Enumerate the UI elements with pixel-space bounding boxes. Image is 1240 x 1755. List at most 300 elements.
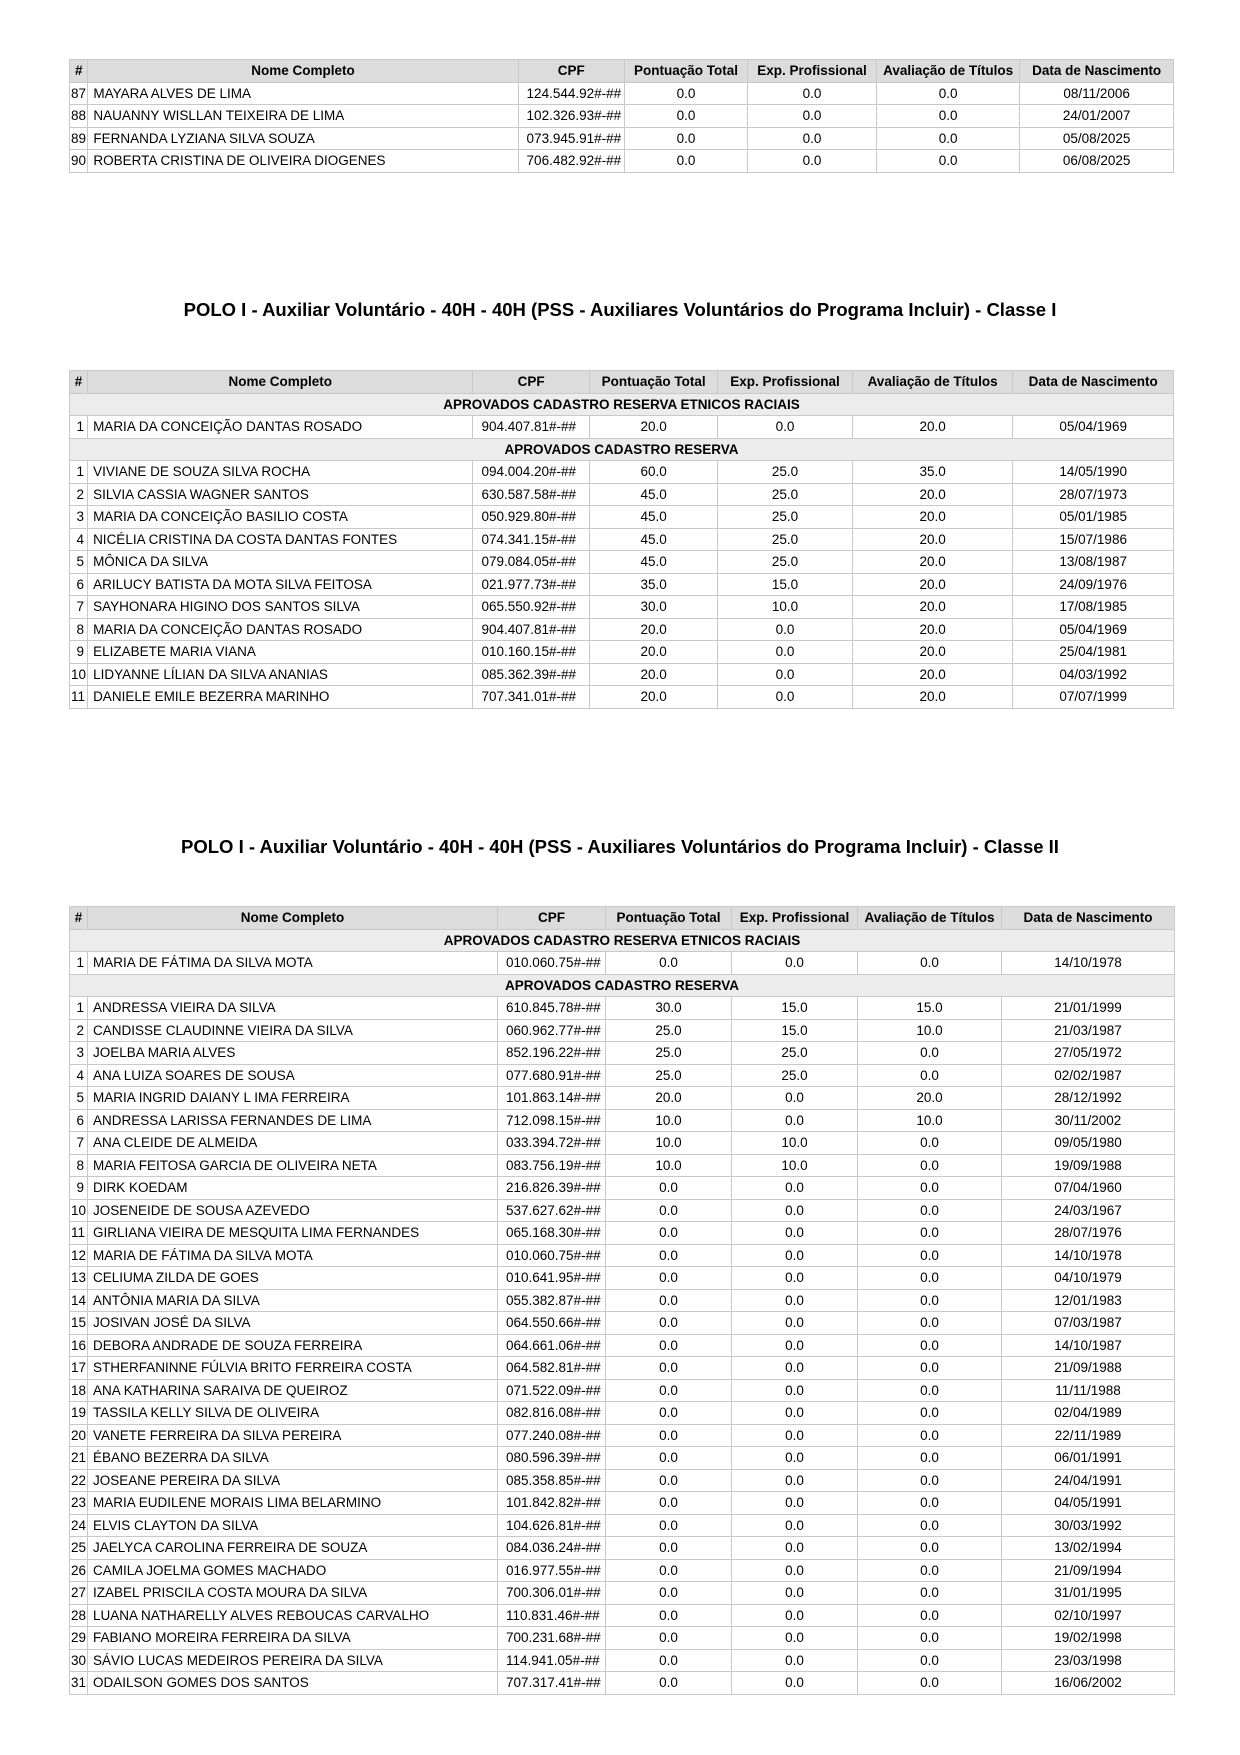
name-cell: ODAILSON GOMES DOS SANTOS <box>88 1672 498 1695</box>
titles-cell: 0.0 <box>858 1154 1002 1177</box>
header-birthdate: Data de Nascimento <box>1002 907 1175 930</box>
experience-cell: 0.0 <box>718 663 852 686</box>
name-cell: MAYARA ALVES DE LIMA <box>88 82 518 105</box>
header-rank: # <box>70 60 88 83</box>
birthdate-cell: 14/05/1990 <box>1013 461 1174 484</box>
titles-cell: 0.0 <box>858 1447 1002 1470</box>
name-cell: ELIZABETE MARIA VIANA <box>88 641 473 664</box>
birthdate-cell: 28/07/1976 <box>1002 1222 1175 1245</box>
name-cell: VANETE FERREIRA DA SILVA PEREIRA <box>88 1424 498 1447</box>
rank-cell: 21 <box>70 1447 88 1470</box>
name-cell: TASSILA KELLY SILVA DE OLIVEIRA <box>88 1402 498 1425</box>
header-cpf: CPF <box>498 907 606 930</box>
table-row <box>70 1222 1175 1245</box>
birthdate-cell: 25/04/1981 <box>1013 641 1174 664</box>
table-row <box>70 1559 1175 1582</box>
table-row <box>70 1357 1175 1380</box>
table-row <box>70 461 1174 484</box>
titles-cell: 0.0 <box>858 1132 1002 1155</box>
rank-cell: 28 <box>70 1604 88 1627</box>
rank-cell: 29 <box>70 1627 88 1650</box>
total-score-cell: 25.0 <box>606 1042 732 1065</box>
total-score-cell: 0.0 <box>606 1604 732 1627</box>
titles-cell: 0.0 <box>858 1559 1002 1582</box>
total-score-cell: 0.0 <box>606 1357 732 1380</box>
total-score-cell: 0.0 <box>606 1244 732 1267</box>
rank-cell: 8 <box>70 1154 88 1177</box>
table-row <box>70 1289 1175 1312</box>
name-cell: ÉBANO BEZERRA DA SILVA <box>88 1447 498 1470</box>
total-score-cell: 0.0 <box>606 1402 732 1425</box>
experience-cell: 0.0 <box>732 1514 858 1537</box>
name-cell: GIRLIANA VIEIRA DE MESQUITA LIMA FERNANDES <box>88 1222 498 1245</box>
total-score-cell: 0.0 <box>606 1537 732 1560</box>
titles-cell: 20.0 <box>852 641 1013 664</box>
table-row <box>70 1424 1175 1447</box>
birthdate-cell: 02/10/1997 <box>1002 1604 1175 1627</box>
table-row <box>70 596 1174 619</box>
experience-cell: 0.0 <box>732 1199 858 1222</box>
cpf-cell: 079.084.05#-## <box>473 551 589 574</box>
titles-cell: 20.0 <box>852 596 1013 619</box>
name-cell: MARIA DE FÁTIMA DA SILVA MOTA <box>88 1244 498 1267</box>
name-cell: VIVIANE DE SOUZA SILVA ROCHA <box>88 461 473 484</box>
total-score-cell: 0.0 <box>606 1514 732 1537</box>
total-score-cell: 0.0 <box>625 150 748 173</box>
birthdate-cell: 14/10/1978 <box>1002 952 1175 975</box>
group-header-row <box>70 393 1174 416</box>
experience-cell: 0.0 <box>732 1537 858 1560</box>
experience-cell: 0.0 <box>732 952 858 975</box>
name-cell: SAYHONARA HIGINO DOS SANTOS SILVA <box>88 596 473 619</box>
total-score-cell: 30.0 <box>606 997 732 1020</box>
experience-cell: 0.0 <box>732 1604 858 1627</box>
birthdate-cell: 13/08/1987 <box>1013 551 1174 574</box>
rank-cell: 5 <box>70 551 88 574</box>
table-row <box>70 1244 1175 1267</box>
birthdate-cell: 24/03/1967 <box>1002 1199 1175 1222</box>
cpf-cell: 101.842.82#-## <box>498 1492 606 1515</box>
table-row <box>70 1199 1175 1222</box>
name-cell: ANTÔNIA MARIA DA SILVA <box>88 1289 498 1312</box>
titles-cell: 0.0 <box>858 1379 1002 1402</box>
total-score-cell: 0.0 <box>625 82 748 105</box>
group-header-row <box>70 974 1175 997</box>
experience-cell: 15.0 <box>732 1019 858 1042</box>
table-row <box>70 1109 1175 1132</box>
experience-cell: 0.0 <box>732 1109 858 1132</box>
header-total-score: Pontuação Total <box>625 60 748 83</box>
birthdate-cell: 14/10/1987 <box>1002 1334 1175 1357</box>
total-score-cell: 10.0 <box>606 1109 732 1132</box>
experience-cell: 25.0 <box>718 461 852 484</box>
rank-cell: 17 <box>70 1357 88 1380</box>
cpf-cell: 083.756.19#-## <box>498 1154 606 1177</box>
name-cell: JOELBA MARIA ALVES <box>88 1042 498 1065</box>
name-cell: MARIA DE FÁTIMA DA SILVA MOTA <box>88 952 498 975</box>
cpf-cell: 050.929.80#-## <box>473 506 589 529</box>
group-label: APROVADOS CADASTRO RESERVA ETNICOS RACIAIS <box>70 393 1174 416</box>
total-score-cell: 0.0 <box>606 1559 732 1582</box>
titles-cell: 0.0 <box>858 1402 1002 1425</box>
titles-cell: 0.0 <box>876 105 1019 128</box>
total-score-cell: 0.0 <box>606 1424 732 1447</box>
table-row <box>70 1312 1175 1335</box>
experience-cell: 0.0 <box>732 1492 858 1515</box>
experience-cell: 0.0 <box>732 1222 858 1245</box>
total-score-cell: 60.0 <box>589 461 717 484</box>
experience-cell: 0.0 <box>732 1447 858 1470</box>
experience-cell: 0.0 <box>732 1672 858 1695</box>
group-label: APROVADOS CADASTRO RESERVA <box>70 438 1174 461</box>
titles-cell: 0.0 <box>858 1064 1002 1087</box>
cpf-cell: 064.661.06#-## <box>498 1334 606 1357</box>
cpf-cell: 216.826.39#-## <box>498 1177 606 1200</box>
name-cell: ROBERTA CRISTINA DE OLIVEIRA DIOGENES <box>88 150 518 173</box>
table-row <box>70 551 1174 574</box>
header-name: Nome Completo <box>88 60 518 83</box>
experience-cell: 0.0 <box>732 1402 858 1425</box>
name-cell: ANDRESSA LARISSA FERNANDES DE LIMA <box>88 1109 498 1132</box>
total-score-cell: 0.0 <box>606 1469 732 1492</box>
birthdate-cell: 30/03/1992 <box>1002 1514 1175 1537</box>
cpf-cell: 010.641.95#-## <box>498 1267 606 1290</box>
birthdate-cell: 24/01/2007 <box>1020 105 1174 128</box>
header-total-score: Pontuação Total <box>606 907 732 930</box>
cpf-cell: 707.317.41#-## <box>498 1672 606 1695</box>
experience-cell: 15.0 <box>732 997 858 1020</box>
group-label: APROVADOS CADASTRO RESERVA ETNICOS RACIAIS <box>70 929 1175 952</box>
titles-cell: 0.0 <box>858 1514 1002 1537</box>
results-table-classe-ii <box>69 906 1175 1695</box>
experience-cell: 0.0 <box>732 1649 858 1672</box>
table-row <box>70 150 1174 173</box>
titles-cell: 20.0 <box>852 506 1013 529</box>
rank-cell: 9 <box>70 641 88 664</box>
rank-cell: 2 <box>70 483 88 506</box>
table-row <box>70 618 1174 641</box>
total-score-cell: 45.0 <box>589 506 717 529</box>
experience-cell: 10.0 <box>718 596 852 619</box>
name-cell: DEBORA ANDRADE DE SOUZA FERREIRA <box>88 1334 498 1357</box>
name-cell: ANDRESSA VIEIRA DA SILVA <box>88 997 498 1020</box>
table-row <box>70 416 1174 439</box>
table-row <box>70 1582 1175 1605</box>
titles-cell: 0.0 <box>858 1267 1002 1290</box>
total-score-cell: 45.0 <box>589 483 717 506</box>
cpf-cell: 700.231.68#-## <box>498 1627 606 1650</box>
cpf-cell: 904.407.81#-## <box>473 416 589 439</box>
birthdate-cell: 16/06/2002 <box>1002 1672 1175 1695</box>
cpf-cell: 060.962.77#-## <box>498 1019 606 1042</box>
name-cell: ELVIS CLAYTON DA SILVA <box>88 1514 498 1537</box>
cpf-cell: 537.627.62#-## <box>498 1199 606 1222</box>
titles-cell: 35.0 <box>852 461 1013 484</box>
titles-cell: 20.0 <box>852 416 1013 439</box>
experience-cell: 0.0 <box>732 1087 858 1110</box>
rank-cell: 3 <box>70 506 88 529</box>
titles-cell: 0.0 <box>876 150 1019 173</box>
birthdate-cell: 21/01/1999 <box>1002 997 1175 1020</box>
birthdate-cell: 28/07/1973 <box>1013 483 1174 506</box>
cpf-cell: 065.168.30#-## <box>498 1222 606 1245</box>
birthdate-cell: 04/05/1991 <box>1002 1492 1175 1515</box>
cpf-cell: 610.845.78#-## <box>498 997 606 1020</box>
cpf-cell: 104.626.81#-## <box>498 1514 606 1537</box>
total-score-cell: 0.0 <box>606 1627 732 1650</box>
experience-cell: 0.0 <box>732 1177 858 1200</box>
total-score-cell: 20.0 <box>606 1087 732 1110</box>
birthdate-cell: 05/01/1985 <box>1013 506 1174 529</box>
birthdate-cell: 04/03/1992 <box>1013 663 1174 686</box>
experience-cell: 25.0 <box>732 1064 858 1087</box>
titles-cell: 20.0 <box>858 1087 1002 1110</box>
birthdate-cell: 28/12/1992 <box>1002 1087 1175 1110</box>
rank-cell: 11 <box>70 686 88 709</box>
rank-cell: 23 <box>70 1492 88 1515</box>
total-score-cell: 0.0 <box>606 1582 732 1605</box>
name-cell: SÁVIO LUCAS MEDEIROS PEREIRA DA SILVA <box>88 1649 498 1672</box>
total-score-cell: 20.0 <box>589 618 717 641</box>
cpf-cell: 010.060.75#-## <box>498 1244 606 1267</box>
table-row <box>70 1379 1175 1402</box>
total-score-cell: 45.0 <box>589 528 717 551</box>
rank-cell: 24 <box>70 1514 88 1537</box>
titles-cell: 0.0 <box>858 1649 1002 1672</box>
table-row <box>70 641 1174 664</box>
birthdate-cell: 21/09/1994 <box>1002 1559 1175 1582</box>
cpf-cell: 630.587.58#-## <box>473 483 589 506</box>
experience-cell: 0.0 <box>732 1424 858 1447</box>
experience-cell: 0.0 <box>732 1244 858 1267</box>
cpf-cell: 706.482.92#-## <box>518 150 625 173</box>
birthdate-cell: 21/03/1987 <box>1002 1019 1175 1042</box>
rank-cell: 88 <box>70 105 88 128</box>
birthdate-cell: 08/11/2006 <box>1020 82 1174 105</box>
results-table-classe-i <box>69 370 1174 709</box>
experience-cell: 0.0 <box>732 1582 858 1605</box>
birthdate-cell: 07/07/1999 <box>1013 686 1174 709</box>
name-cell: CAMILA JOELMA GOMES MACHADO <box>88 1559 498 1582</box>
rank-cell: 5 <box>70 1087 88 1110</box>
birthdate-cell: 23/03/1998 <box>1002 1649 1175 1672</box>
table-row <box>70 528 1174 551</box>
experience-cell: 0.0 <box>747 127 876 150</box>
rank-cell: 4 <box>70 528 88 551</box>
experience-cell: 0.0 <box>732 1357 858 1380</box>
titles-cell: 0.0 <box>858 1222 1002 1245</box>
experience-cell: 25.0 <box>718 551 852 574</box>
table-row <box>70 1537 1175 1560</box>
table-row <box>70 1402 1175 1425</box>
table-row <box>70 1177 1175 1200</box>
experience-cell: 0.0 <box>718 618 852 641</box>
cpf-cell: 110.831.46#-## <box>498 1604 606 1627</box>
birthdate-cell: 05/08/2025 <box>1020 127 1174 150</box>
titles-cell: 20.0 <box>852 686 1013 709</box>
rank-cell: 26 <box>70 1559 88 1582</box>
table-row <box>70 1469 1175 1492</box>
header-titles: Avaliação de Títulos <box>876 60 1019 83</box>
cpf-cell: 084.036.24#-## <box>498 1537 606 1560</box>
experience-cell: 15.0 <box>718 573 852 596</box>
total-score-cell: 10.0 <box>606 1154 732 1177</box>
results-table-continued <box>69 59 1174 173</box>
header-experience: Exp. Profissional <box>718 371 852 394</box>
cpf-cell: 080.596.39#-## <box>498 1447 606 1470</box>
name-cell: MÔNICA DA SILVA <box>88 551 473 574</box>
name-cell: JAELYCA CAROLINA FERREIRA DE SOUZA <box>88 1537 498 1560</box>
titles-cell: 0.0 <box>858 1627 1002 1650</box>
group-label: APROVADOS CADASTRO RESERVA <box>70 974 1175 997</box>
cpf-cell: 010.160.15#-## <box>473 641 589 664</box>
birthdate-cell: 24/04/1991 <box>1002 1469 1175 1492</box>
birthdate-cell: 19/09/1988 <box>1002 1154 1175 1177</box>
titles-cell: 0.0 <box>858 1537 1002 1560</box>
header-birthdate: Data de Nascimento <box>1020 60 1174 83</box>
name-cell: FABIANO MOREIRA FERREIRA DA SILVA <box>88 1627 498 1650</box>
table-row <box>70 1132 1175 1155</box>
name-cell: CELIUMA ZILDA DE GOES <box>88 1267 498 1290</box>
cpf-cell: 700.306.01#-## <box>498 1582 606 1605</box>
name-cell: ANA KATHARINA SARAIVA DE QUEIROZ <box>88 1379 498 1402</box>
table-row <box>70 1019 1175 1042</box>
experience-cell: 0.0 <box>732 1334 858 1357</box>
experience-cell: 25.0 <box>732 1042 858 1065</box>
total-score-cell: 0.0 <box>606 1672 732 1695</box>
rank-cell: 1 <box>70 461 88 484</box>
experience-cell: 10.0 <box>732 1132 858 1155</box>
rank-cell: 2 <box>70 1019 88 1042</box>
group-header-row <box>70 929 1175 952</box>
titles-cell: 0.0 <box>858 1492 1002 1515</box>
total-score-cell: 20.0 <box>589 641 717 664</box>
group-header-row <box>70 438 1174 461</box>
header-rank: # <box>70 907 88 930</box>
table-row <box>70 105 1174 128</box>
birthdate-cell: 13/02/1994 <box>1002 1537 1175 1560</box>
table-row <box>70 1649 1175 1672</box>
titles-cell: 0.0 <box>858 1604 1002 1627</box>
total-score-cell: 25.0 <box>606 1019 732 1042</box>
total-score-cell: 0.0 <box>606 1312 732 1335</box>
birthdate-cell: 06/08/2025 <box>1020 150 1174 173</box>
rank-cell: 14 <box>70 1289 88 1312</box>
experience-cell: 25.0 <box>718 506 852 529</box>
table-row <box>70 952 1175 975</box>
birthdate-cell: 02/02/1987 <box>1002 1064 1175 1087</box>
name-cell: MARIA FEITOSA GARCIA DE OLIVEIRA NETA <box>88 1154 498 1177</box>
cpf-cell: 064.582.81#-## <box>498 1357 606 1380</box>
table-row <box>70 573 1174 596</box>
header-cpf: CPF <box>518 60 625 83</box>
name-cell: LIDYANNE LÍLIAN DA SILVA ANANIAS <box>88 663 473 686</box>
table-row <box>70 1042 1175 1065</box>
header-name: Nome Completo <box>88 907 498 930</box>
name-cell: JOSIVAN JOSÉ DA SILVA <box>88 1312 498 1335</box>
rank-cell: 10 <box>70 663 88 686</box>
total-score-cell: 20.0 <box>589 416 717 439</box>
rank-cell: 31 <box>70 1672 88 1695</box>
table-row <box>70 1604 1175 1627</box>
experience-cell: 0.0 <box>732 1379 858 1402</box>
total-score-cell: 0.0 <box>606 1649 732 1672</box>
total-score-cell: 45.0 <box>589 551 717 574</box>
cpf-cell: 065.550.92#-## <box>473 596 589 619</box>
titles-cell: 20.0 <box>852 618 1013 641</box>
cpf-cell: 016.977.55#-## <box>498 1559 606 1582</box>
rank-cell: 7 <box>70 1132 88 1155</box>
experience-cell: 0.0 <box>732 1559 858 1582</box>
experience-cell: 0.0 <box>718 641 852 664</box>
titles-cell: 0.0 <box>858 952 1002 975</box>
cpf-cell: 712.098.15#-## <box>498 1109 606 1132</box>
rank-cell: 1 <box>70 997 88 1020</box>
cpf-cell: 021.977.73#-## <box>473 573 589 596</box>
rank-cell: 3 <box>70 1042 88 1065</box>
rank-cell: 20 <box>70 1424 88 1447</box>
cpf-cell: 074.341.15#-## <box>473 528 589 551</box>
header-name: Nome Completo <box>88 371 473 394</box>
rank-cell: 25 <box>70 1537 88 1560</box>
table-row <box>70 1087 1175 1110</box>
total-score-cell: 20.0 <box>589 686 717 709</box>
total-score-cell: 35.0 <box>589 573 717 596</box>
name-cell: STHERFANINNE FÚLVIA BRITO FERREIRA COSTA <box>88 1357 498 1380</box>
table-row <box>70 1334 1175 1357</box>
name-cell: MARIA INGRID DAIANY L IMA FERREIRA <box>88 1087 498 1110</box>
titles-cell: 0.0 <box>858 1177 1002 1200</box>
titles-cell: 0.0 <box>858 1469 1002 1492</box>
titles-cell: 0.0 <box>858 1334 1002 1357</box>
table-row <box>70 1492 1175 1515</box>
table-row <box>70 1447 1175 1470</box>
table-header-row <box>70 371 1174 394</box>
cpf-cell: 071.522.09#-## <box>498 1379 606 1402</box>
name-cell: NICÉLIA CRISTINA DA COSTA DANTAS FONTES <box>88 528 473 551</box>
experience-cell: 25.0 <box>718 483 852 506</box>
experience-cell: 0.0 <box>718 416 852 439</box>
cpf-cell: 073.945.91#-## <box>518 127 625 150</box>
table-row <box>70 1267 1175 1290</box>
total-score-cell: 0.0 <box>606 1334 732 1357</box>
table-row <box>70 1514 1175 1537</box>
section-title-classe-ii: POLO I - Auxiliar Voluntário - 40H - 40H (PSS - Auxiliares Voluntários do Programa Incluir) - Classe II <box>181 836 1059 857</box>
birthdate-cell: 02/04/1989 <box>1002 1402 1175 1425</box>
total-score-cell: 30.0 <box>589 596 717 619</box>
titles-cell: 0.0 <box>858 1042 1002 1065</box>
table-row <box>70 127 1174 150</box>
total-score-cell: 0.0 <box>606 1267 732 1290</box>
total-score-cell: 0.0 <box>606 1492 732 1515</box>
cpf-cell: 852.196.22#-## <box>498 1042 606 1065</box>
cpf-cell: 114.941.05#-## <box>498 1649 606 1672</box>
table-row <box>70 663 1174 686</box>
cpf-cell: 102.326.93#-## <box>518 105 625 128</box>
birthdate-cell: 22/11/1989 <box>1002 1424 1175 1447</box>
cpf-cell: 077.680.91#-## <box>498 1064 606 1087</box>
table-row <box>70 1064 1175 1087</box>
table-row <box>70 1154 1175 1177</box>
cpf-cell: 055.382.87#-## <box>498 1289 606 1312</box>
titles-cell: 0.0 <box>858 1582 1002 1605</box>
rank-cell: 6 <box>70 1109 88 1132</box>
experience-cell: 0.0 <box>732 1312 858 1335</box>
rank-cell: 11 <box>70 1222 88 1245</box>
total-score-cell: 0.0 <box>606 1177 732 1200</box>
rank-cell: 4 <box>70 1064 88 1087</box>
name-cell: MARIA DA CONCEIÇÃO BASILIO COSTA <box>88 506 473 529</box>
